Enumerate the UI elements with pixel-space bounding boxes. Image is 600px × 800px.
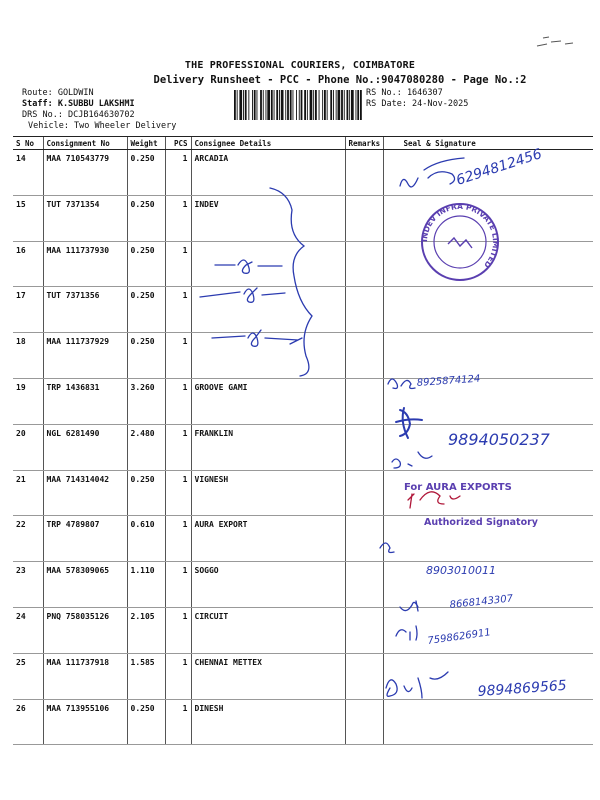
handwritten-phone-6: 7598626911 (426, 627, 492, 647)
row-consignee: FRANKLIN (191, 424, 345, 470)
row-consignee (191, 333, 345, 379)
rs-number: RS No.: 1646307 (366, 88, 443, 98)
barcode-bar (310, 90, 313, 120)
barcode-bar (344, 90, 345, 120)
row-weight: 0.250 (127, 150, 165, 196)
row-pcs: 1 (165, 333, 191, 379)
barcode-bar (324, 90, 326, 120)
barcode-bar (315, 90, 317, 120)
row-consignee: SOGGO (191, 562, 345, 608)
row-weight: 1.110 (127, 562, 165, 608)
row-consignment: MAA 111737930 (43, 241, 127, 287)
barcode-bar (327, 90, 328, 120)
col-header-consignment: Consignment No (43, 137, 127, 150)
barcode-bar (336, 90, 337, 120)
barcode-bar (290, 90, 292, 120)
rs-date: RS Date: 24-Nov-2025 (366, 99, 469, 109)
barcode-bar (276, 90, 278, 120)
row-weight: 0.250 (127, 699, 165, 745)
row-weight: 0.610 (127, 516, 165, 562)
barcode-bar (299, 90, 300, 120)
row-consignment: MAA 111737929 (43, 333, 127, 379)
row-consignment: TRP 4789807 (43, 516, 127, 562)
row-seal-signature (383, 333, 593, 379)
row-seal-signature (383, 470, 593, 516)
barcode-bar (243, 90, 244, 120)
row-sno: 20 (13, 424, 43, 470)
barcode-bar (333, 90, 334, 120)
barcode-bar (237, 90, 238, 120)
row-pcs: 1 (165, 653, 191, 699)
row-consignment: NGL 6281490 (43, 424, 127, 470)
row-sno: 26 (13, 699, 43, 745)
barcode-bar (322, 90, 323, 120)
row-consignee (191, 241, 345, 287)
barcode-bar (287, 90, 289, 120)
barcode-bar (304, 90, 306, 120)
row-consignee: CIRCUIT (191, 607, 345, 653)
drs-number: DRS No.: DCJB164630702 (22, 110, 135, 120)
row-seal-signature (383, 562, 593, 608)
barcode-bar (347, 90, 349, 120)
company-title: THE PROFESSIONAL COURIERS, COIMBATORE (184, 60, 416, 71)
row-remarks (345, 516, 383, 562)
barcode-bar (254, 90, 256, 120)
table-row (13, 424, 593, 470)
row-remarks (345, 287, 383, 333)
staff-label: Staff: K.SUBBU LAKSHMI (22, 99, 135, 109)
row-remarks (345, 607, 383, 653)
row-seal-signature (383, 195, 593, 241)
row-sno: 14 (13, 150, 43, 196)
barcode-bar (248, 90, 249, 120)
barcode-bar (301, 90, 303, 120)
table-row (13, 607, 593, 653)
row-consignment: MAA 713955106 (43, 699, 127, 745)
row-weight: 0.250 (127, 241, 165, 287)
row-sno: 21 (13, 470, 43, 516)
row-seal-signature (383, 378, 593, 424)
barcode-bar (307, 90, 308, 120)
row-sno: 19 (13, 378, 43, 424)
col-header-pcs: PCS (165, 137, 191, 150)
barcode-bar (274, 90, 275, 120)
aura-stamp-line1: For AURA EXPORTS (404, 482, 512, 493)
barcode-bar (260, 90, 262, 120)
row-consignment: TUT 7371356 (43, 287, 127, 333)
header-left-block (22, 88, 176, 132)
row-consignment: TRP 1436831 (43, 378, 127, 424)
barcode (234, 90, 362, 120)
row-weight: 1.585 (127, 653, 165, 699)
table-header-row (13, 137, 593, 150)
handwritten-phone-5: 8668143307 (449, 593, 514, 611)
row-consignment: MAA 111737918 (43, 653, 127, 699)
table-row (13, 699, 593, 745)
table-row (13, 516, 593, 562)
table-row (13, 241, 593, 287)
route-label: Route: GOLDWIN (22, 88, 94, 98)
row-pcs: 1 (165, 378, 191, 424)
barcode-bar (349, 90, 350, 120)
row-seal-signature (383, 653, 593, 699)
row-pcs: 1 (165, 562, 191, 608)
row-consignment: TUT 7371354 (43, 195, 127, 241)
col-header-consignee: Consignee Details (191, 137, 345, 150)
handwritten-phone-3: 9894050237 (448, 430, 550, 449)
barcode-bar (271, 90, 273, 120)
table-row (13, 378, 593, 424)
row-weight: 2.480 (127, 424, 165, 470)
row-consignment: MAA 710543779 (43, 150, 127, 196)
row-pcs: 1 (165, 241, 191, 287)
row-sno: 15 (13, 195, 43, 241)
row-weight: 0.250 (127, 287, 165, 333)
row-consignment: MAA 578309065 (43, 562, 127, 608)
row-remarks (345, 653, 383, 699)
table-row (13, 653, 593, 699)
row-sno: 17 (13, 287, 43, 333)
table-row (13, 470, 593, 516)
barcode-bar (356, 90, 357, 120)
barcode-bar (338, 90, 341, 120)
row-remarks (345, 562, 383, 608)
header-right-block (366, 88, 468, 110)
row-consignee: CHENNAI METTEX (191, 653, 345, 699)
col-header-seal: Seal & Signature (383, 137, 593, 150)
barcode-bar (296, 90, 297, 120)
row-sno: 16 (13, 241, 43, 287)
row-consignee: ARCADIA (191, 150, 345, 196)
row-seal-signature (383, 287, 593, 333)
vehicle-label: Vehicle: Two Wheeler Delivery (28, 121, 177, 131)
handwritten-phone-1: 6294812456 (454, 146, 544, 189)
row-weight: 2.105 (127, 607, 165, 653)
barcode-bar (239, 90, 242, 120)
table-row (13, 150, 593, 196)
runsheet-subtitle: Delivery Runsheet - PCC - Phone No.:9047080280 - Page No.:2 (153, 74, 527, 86)
row-consignment: MAA 714314042 (43, 470, 127, 516)
row-pcs: 1 (165, 470, 191, 516)
aura-stamp-line2: Authorized Signatory (424, 517, 538, 528)
row-consignee: VIGNESH (191, 470, 345, 516)
barcode-bar (279, 90, 280, 120)
barcode-bar (281, 90, 284, 120)
barcode-bar (351, 90, 354, 120)
row-pcs: 1 (165, 195, 191, 241)
row-sno: 23 (13, 562, 43, 608)
row-seal-signature (383, 424, 593, 470)
row-pcs: 1 (165, 607, 191, 653)
barcode-bar (357, 90, 359, 120)
row-remarks (345, 195, 383, 241)
row-sno: 24 (13, 607, 43, 653)
barcode-bar (234, 90, 236, 120)
row-remarks (345, 470, 383, 516)
barcode-bar (257, 90, 258, 120)
row-seal-signature (383, 699, 593, 745)
barcode-bar (252, 90, 253, 120)
row-remarks (345, 699, 383, 745)
col-header-remarks: Remarks (345, 137, 383, 150)
row-consignee: GROOVE GAMI (191, 378, 345, 424)
row-remarks (345, 424, 383, 470)
row-remarks (345, 333, 383, 379)
row-sno: 25 (13, 653, 43, 699)
barcode-bar (266, 90, 267, 120)
table-row (13, 195, 593, 241)
table-row (13, 287, 593, 333)
row-consignee: DINESH (191, 699, 345, 745)
row-weight: 0.250 (127, 195, 165, 241)
handwritten-phone-4: 8903010011 (426, 564, 496, 577)
row-consignment: PNQ 758035126 (43, 607, 127, 653)
margin-scribble (535, 32, 575, 54)
row-seal-signature (383, 241, 593, 287)
handwritten-phone-2: 8925874124 (416, 373, 481, 389)
barcode-bar (360, 90, 362, 120)
row-pcs: 1 (165, 424, 191, 470)
barcode-bar (245, 90, 247, 120)
row-seal-signature (383, 516, 593, 562)
barcode-bar (313, 90, 314, 120)
row-weight: 0.250 (127, 333, 165, 379)
row-pcs: 1 (165, 150, 191, 196)
row-consignee (191, 287, 345, 333)
barcode-bar (293, 90, 294, 120)
row-weight: 3.260 (127, 378, 165, 424)
barcode-bar (341, 90, 343, 120)
row-consignee: INDEV (191, 195, 345, 241)
row-sno: 22 (13, 516, 43, 562)
row-consignee: AURA EXPORT (191, 516, 345, 562)
row-pcs: 1 (165, 516, 191, 562)
barcode-bar (267, 90, 270, 120)
table-row (13, 562, 593, 608)
row-remarks (345, 150, 383, 196)
barcode-bar (263, 90, 264, 120)
seal-stamp-text: INDEV INFRA PRIVATE LIMITED (419, 201, 501, 270)
barcode-bar (330, 90, 332, 120)
barcode-bar (285, 90, 286, 120)
row-pcs: 1 (165, 699, 191, 745)
row-seal-signature (383, 607, 593, 653)
row-seal-signature (383, 150, 593, 196)
row-weight: 0.250 (127, 470, 165, 516)
table-row (13, 333, 593, 379)
row-remarks (345, 241, 383, 287)
barcode-bar (319, 90, 320, 120)
col-header-sno: S No (13, 137, 43, 150)
row-pcs: 1 (165, 287, 191, 333)
row-remarks (345, 378, 383, 424)
col-header-weight: Weight (127, 137, 165, 150)
runsheet-table (13, 136, 593, 745)
handwritten-phone-7: 9894869565 (477, 677, 568, 700)
row-sno: 18 (13, 333, 43, 379)
